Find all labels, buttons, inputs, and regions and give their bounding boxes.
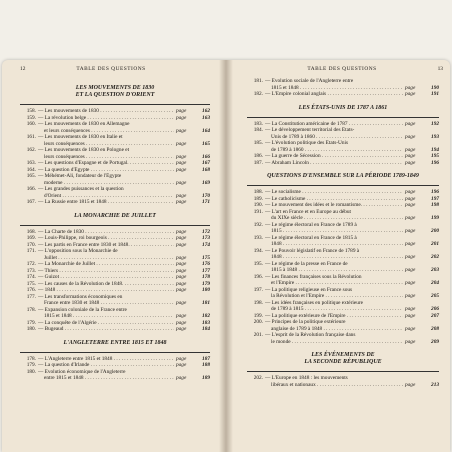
entry-number: 165. — [26, 173, 36, 179]
entry-title: — Les finances françaises sous la Révolution — [265, 273, 362, 280]
entry-title-continued: de 1789 à 1815 . . . . . . . . . — [265, 306, 403, 313]
entry-page-number: 170 — [202, 192, 210, 199]
entry-number: 174. — [26, 274, 36, 280]
page-word: page — [176, 274, 187, 280]
entry-page-number: 168 — [202, 166, 210, 173]
entry-title: — L'Empire colonial anglais . . . . . . . — [265, 91, 403, 98]
entry-number: 175. — [26, 280, 36, 287]
entry-number: 190. — [253, 202, 263, 208]
entry-number: 186. — [253, 153, 263, 159]
toc-entry — [20, 199, 210, 206]
entry-page-number: 195 — [431, 153, 439, 159]
entry-page-number: 190 — [431, 84, 439, 91]
entry-title: — Les mouvements de 1830 . . . . . . . — [38, 108, 174, 115]
page-word: page — [176, 362, 187, 368]
page-word: page — [405, 241, 416, 247]
entry-page-number: 171 — [202, 199, 210, 205]
entry-title-continued: 1815 et 1848 . . . . . . . . . — [38, 313, 174, 320]
section-title: LES MOUVEMENTS DE 1830 — [75, 85, 155, 91]
entry-page-number: 208 — [431, 325, 439, 332]
entry-number: 177. — [26, 293, 36, 300]
entry-title: — La conquête de l'Algérie . . . . . . . — [38, 320, 174, 327]
page-word: page — [176, 300, 187, 306]
entry-title: — La question d'Égypte . . . . . . . — [38, 167, 174, 174]
page-word: page — [405, 312, 416, 319]
entry-title: — Les transformations économiques en — [38, 293, 123, 300]
entry-number: 183. — [253, 120, 263, 127]
entry-title: — Abraham Lincoln . . . . . . . . . — [265, 160, 403, 167]
page-word: page — [176, 108, 187, 114]
running-head — [6, 66, 216, 76]
page-word: page — [405, 280, 416, 286]
entry-page-number: 191 — [431, 91, 439, 97]
entry-number: 179. — [26, 362, 36, 368]
page-word: page — [176, 261, 187, 267]
entry-number: 173. — [26, 267, 36, 274]
book-gutter — [219, 60, 233, 452]
page-word: page — [176, 166, 187, 173]
page-word: page — [176, 199, 187, 205]
toc-entry — [247, 91, 439, 98]
page-word: page — [405, 189, 416, 195]
running-title: TABLE DES QUESTIONS — [76, 66, 146, 72]
page-word: page — [176, 313, 187, 319]
page-word: page — [176, 127, 187, 134]
page-word: page — [176, 228, 187, 235]
page-word: page — [176, 160, 187, 166]
entry-title: — Le régime électoral en France de 1815 à — [265, 234, 357, 241]
entry-title: — La politique religieuse en France sous — [265, 286, 353, 293]
entry-page-number: 178 — [202, 274, 210, 280]
entry-number: 199. — [253, 312, 263, 319]
entry-page-number: 174 — [202, 241, 210, 248]
page-word: page — [405, 146, 416, 153]
entry-number: 180. — [26, 368, 36, 375]
section-title: QUESTIONS D'ENSEMBLE SUR LA PÉRIODE 1789-1849 — [267, 173, 419, 179]
section-heading — [247, 105, 439, 112]
page-word: page — [405, 202, 416, 208]
entry-number: 196. — [253, 273, 263, 280]
open-book-spread — [2, 60, 450, 452]
entry-number: 172. — [26, 261, 36, 267]
page-number: 13 — [437, 66, 443, 72]
entry-title: — La Charte de 1830 . . . . . . . . — [38, 229, 174, 236]
page-word: page — [176, 287, 187, 293]
page-word: page — [405, 153, 416, 159]
entry-title-continued: entre 1815 et 1848 . . . . . . . . — [38, 375, 174, 382]
entry-page-number: 209 — [431, 338, 439, 345]
entry-number: 194. — [253, 247, 263, 254]
entry-page-number: 213 — [431, 381, 439, 388]
entry-title: — Le Pouvoir législatif en France de 1789 à — [265, 247, 360, 254]
running-title: TABLE DES QUESTIONS — [307, 66, 377, 72]
page-word: page — [176, 235, 187, 241]
page-word: page — [405, 159, 416, 166]
page-word: page — [405, 293, 416, 299]
page-word: page — [176, 192, 187, 199]
section-heading — [20, 340, 210, 347]
entry-number: 180. — [26, 326, 36, 332]
entry-title: — Expansion coloniale de la France entre — [38, 306, 127, 313]
entry-title: — La politique extérieure de l'Empire . . . . . — [265, 313, 403, 320]
entry-number: 202. — [253, 375, 263, 381]
section-rule — [247, 117, 439, 118]
entry-title-continued: la Révolution et l'Empire . . . . . . — [265, 293, 403, 300]
entry-title: — Les mouvements de 1830 en Pologne et — [38, 147, 130, 153]
entry-title-continued: libéraux et nationaux . . . . . . . . — [265, 382, 403, 389]
entry-page-number: 169 — [202, 179, 210, 186]
entry-number: 188. — [253, 189, 263, 195]
left-page — [6, 60, 216, 452]
entry-page-number: 176 — [202, 261, 210, 267]
page-word: page — [176, 179, 187, 186]
entry-number: 189. — [253, 195, 263, 202]
page-word: page — [176, 355, 187, 362]
entry-title-continued: Juillet . . . . . . . . . . . — [38, 255, 174, 262]
page-word: page — [405, 338, 416, 345]
entry-page-number: 181 — [202, 300, 210, 306]
entry-number: 181. — [253, 78, 263, 84]
entry-title: — La Constitution américaine de 1787 . . . . . — [265, 121, 403, 128]
section-rule — [20, 104, 210, 105]
entry-page-number: 187 — [202, 355, 210, 362]
entry-title-continued: 1815 . . . . . . . . . . . . — [265, 228, 403, 235]
entry-indent — [20, 375, 38, 382]
entry-page-number: 196 — [431, 159, 439, 166]
entry-number: 169. — [26, 235, 36, 241]
section-rule — [20, 352, 210, 353]
entry-number: 160. — [26, 121, 36, 127]
entry-page-number: 183 — [202, 319, 210, 326]
entry-number: 170. — [26, 241, 36, 248]
entry-title: — Le régime de la presse en France de — [265, 260, 348, 267]
toc-body — [20, 78, 210, 382]
entry-number: 187. — [253, 159, 263, 166]
entry-title-continued: leurs conséquences . . . . . . . — [38, 141, 174, 148]
entry-title: — Bugeaud . . . . . . . . . . . — [38, 326, 174, 333]
entry-number: 200. — [253, 319, 263, 325]
entry-title-continued: 1815 et 1848 . . . . . . . . . . — [265, 85, 403, 92]
entry-title: — La guerre de Sécession . . . . . . . . — [265, 153, 403, 160]
entry-page-number: 164 — [202, 127, 210, 134]
section-rule — [247, 185, 439, 186]
entry-number: 162. — [26, 147, 36, 153]
entry-title-continued: et l'Empire . . . . . . . . . . — [265, 280, 403, 287]
entry-title: — L'esprit de la Révolution française dans — [265, 332, 356, 338]
entry-number: 195. — [253, 260, 263, 267]
section-title-line2: LA SECONDE RÉPUBLIQUE — [304, 359, 382, 365]
entry-title: — Les partis en France entre 1830 et 1848. . . . — [38, 242, 174, 249]
entry-number: 161. — [26, 134, 36, 140]
entry-title: — Évolution sociale de l'Angleterre entre — [265, 78, 354, 84]
entry-title: — La Russie entre 1815 et 1848 . . . . . — [38, 199, 174, 206]
entry-page-number: 175 — [202, 254, 210, 261]
section-title: LES ÉTATS-UNIS DE 1787 A 1861 — [298, 104, 388, 111]
entry-number: 193. — [253, 234, 263, 241]
entry-page-number: 189 — [202, 375, 210, 381]
entry-title-continued: d'Orient . . . . . . . . . . . — [38, 193, 174, 200]
page-word: page — [405, 267, 416, 273]
entry-title: — Le socialisme . . . . . . . . . . — [265, 189, 403, 196]
entry-title: — Les idées françaises en politique extérieure — [265, 299, 363, 306]
entry-page-number: 184 — [202, 326, 210, 332]
entry-title-continued: 1848 . . . . . . . . . . . . — [265, 254, 403, 261]
entry-page-number: 182 — [202, 313, 210, 319]
right-page — [237, 60, 447, 452]
entry-title: — L'Angleterre entre 1815 et 1848 . . . . . — [38, 356, 174, 363]
section-heading — [247, 173, 439, 180]
entry-page-number: 167 — [202, 160, 210, 166]
page-word: page — [405, 306, 416, 312]
entry-number: 176. — [26, 287, 36, 293]
entry-page-number: 193 — [431, 133, 439, 140]
entry-page-number: 180 — [202, 287, 210, 293]
entry-number: 192. — [253, 221, 263, 228]
entry-title: — Les grandes puissances et la question — [38, 186, 124, 192]
entry-page-number: 162 — [202, 108, 210, 114]
entry-title: — Les questions d'Espagne et de Portugal. . . . — [38, 160, 174, 167]
entry-page-number: 202 — [431, 254, 439, 260]
page-word: page — [405, 91, 416, 97]
entry-page-number: 199 — [431, 215, 439, 221]
section-rule — [20, 225, 210, 226]
page-word: page — [405, 195, 416, 202]
entry-indent — [247, 382, 265, 389]
entry-page-number: 205 — [431, 293, 439, 299]
entry-number: 158. — [26, 108, 36, 114]
entry-number: 198. — [253, 299, 263, 306]
entry-number: 179. — [26, 319, 36, 326]
section-title: L'ANGLETERRE ENTRE 1815 ET 1848 — [63, 339, 167, 346]
toc-entry-continuation — [20, 375, 210, 382]
section-title-line2: ET LA QUESTION D'ORIENT — [75, 92, 155, 98]
section-title: LES ÉVÉNEMENTS DE — [311, 352, 375, 358]
entry-indent — [247, 339, 265, 346]
entry-number: 178. — [26, 355, 36, 362]
entry-title: — Principes de la politique extérieure — [265, 319, 346, 325]
entry-number: 171. — [26, 248, 36, 254]
entry-title-continued: Unis de 1789 à 1860 . . . . . . . . — [265, 134, 403, 141]
entry-title: — Les mouvements de 1830 en Italie et — [38, 134, 123, 140]
entry-number: 167. — [26, 199, 36, 205]
running-head — [237, 66, 447, 76]
entry-title: — L'évolution politique des États-Unis — [265, 140, 349, 146]
toc-body — [247, 78, 439, 388]
section-heading — [20, 213, 210, 220]
entry-title-continued: 1815 à 1848 . . . . . . . . . — [265, 267, 403, 274]
page-word: page — [176, 375, 187, 381]
entry-title: — Évolution économique de l'Angleterre — [38, 368, 126, 375]
entry-title: — L'Europe en 1848 : les mouvements — [265, 375, 348, 381]
entry-title: — Guizot . . . . . . . . . . . — [38, 274, 174, 281]
entry-title: — La Monarchie de Juillet . . . . . . . — [38, 261, 174, 268]
entry-title-continued: moderne . . . . . . . . . . . — [38, 180, 174, 187]
toc-entry-continuation — [247, 382, 439, 389]
entry-page-number: 206 — [431, 306, 439, 312]
entry-page-number: 177 — [202, 267, 210, 274]
page-word: page — [405, 381, 416, 388]
entry-title-continued: anglaise de 1789 à 1848 . . . . . . . — [265, 326, 403, 333]
entry-page-number: 172 — [202, 228, 210, 235]
entry-number: 191. — [253, 208, 263, 215]
entry-page-number: 192 — [431, 120, 439, 127]
entry-page-number: 196 — [431, 189, 439, 195]
entry-title: — Méhémet-Ali, fondateur de l'Égypte — [38, 173, 122, 179]
entry-number: 185. — [253, 140, 263, 146]
entry-title-continued: France entre 1830 et 1848 . . . . . . — [38, 300, 174, 307]
page-word: page — [405, 133, 416, 140]
entry-page-number: 173 — [202, 235, 210, 241]
entry-page-number: 163 — [202, 114, 210, 121]
page-number: 12 — [20, 66, 26, 72]
toc-entry-continuation — [247, 339, 439, 346]
page-word: page — [405, 254, 416, 260]
entry-page-number: 165 — [202, 140, 210, 147]
page-word: page — [176, 114, 187, 121]
entry-page-number: 166 — [202, 153, 210, 160]
page-word: page — [176, 280, 187, 287]
toc-entry — [247, 160, 439, 167]
entry-title: — L'art en France et en Europe au début — [265, 208, 351, 215]
entry-number: 168. — [26, 228, 36, 235]
page-word: page — [405, 325, 416, 332]
entry-page-number: 204 — [431, 280, 439, 286]
entry-number: 166. — [26, 186, 36, 192]
entry-page-number: 200 — [431, 228, 439, 234]
entry-title-continued: le monde . . . . . . . . . . . — [265, 339, 403, 346]
entry-title: — 1848 . . . . . . . . . . . . — [38, 287, 174, 294]
page-word: page — [176, 254, 187, 261]
entry-title: — Les mouvements de 1830 en Allemagne — [38, 121, 130, 127]
toc-entry — [20, 326, 210, 333]
entry-number: 201. — [253, 332, 263, 338]
entry-title-continued: de 1789 à 1860 . . . . . . . . . — [265, 147, 403, 154]
entry-page-number: 203 — [431, 267, 439, 273]
entry-number: 182. — [253, 91, 263, 97]
entry-page-number: 179 — [202, 280, 210, 287]
entry-title: — Le catholicisme . . . . . . . . . — [265, 196, 403, 203]
section-heading — [20, 85, 210, 99]
entry-page-number: 188 — [202, 362, 210, 368]
entry-title-continued: 1848 . . . . . . . . . . . . — [265, 241, 403, 248]
entry-number: 164. — [26, 166, 36, 173]
entry-number: 159. — [26, 114, 36, 121]
page-word: page — [405, 215, 416, 221]
section-heading — [247, 352, 439, 366]
page-word: page — [176, 153, 187, 160]
entry-page-number: 201 — [431, 241, 439, 247]
entry-page-number: 207 — [431, 312, 439, 319]
entry-number: 163. — [26, 160, 36, 166]
page-word: page — [176, 140, 187, 147]
entry-number: 178. — [26, 306, 36, 313]
entry-page-number: 197 — [431, 195, 439, 202]
entry-title-continued: et leurs conséquences . . . . . . . — [38, 128, 174, 135]
entry-title-continued: du XIXe siècle . . . . . . . . . — [265, 215, 403, 222]
page-word: page — [176, 319, 187, 326]
page-word: page — [176, 267, 187, 274]
entry-title-continued: leurs conséquences . . . . . . . — [38, 154, 174, 161]
entry-title: — Louis-Philippe, roi bourgeois . . . . . — [38, 235, 174, 242]
entry-number: 197. — [253, 286, 263, 293]
entry-title: — Le régime électoral en France de 1789 à — [265, 221, 357, 228]
entry-title: — L'opposition sous la Monarchie de — [38, 248, 118, 254]
entry-page-number: 198 — [431, 202, 439, 208]
page-word: page — [405, 120, 416, 127]
entry-page-number: 194 — [431, 146, 439, 153]
page-word: page — [405, 84, 416, 91]
page-word: page — [176, 241, 187, 248]
entry-title: — Thiers . . . . . . . . . . . — [38, 268, 174, 275]
entry-title: — La révolution belge . . . . . . . . — [38, 115, 174, 122]
entry-title: — Le mouvement des idées et le romantisme. . . . — [265, 202, 403, 209]
section-rule — [247, 371, 439, 372]
entry-title: — Le développement territorial des États- — [265, 127, 355, 133]
entry-number: 184. — [253, 127, 263, 133]
entry-title: — Les causes de la Révolution de 1848. . . . — [38, 281, 174, 288]
entry-title: — La question d'Irlande . . . . . . . . — [38, 362, 174, 369]
page-word: page — [405, 228, 416, 234]
page-word: page — [176, 326, 187, 332]
section-title: LA MONARCHIE DE JUILLET — [74, 212, 156, 219]
